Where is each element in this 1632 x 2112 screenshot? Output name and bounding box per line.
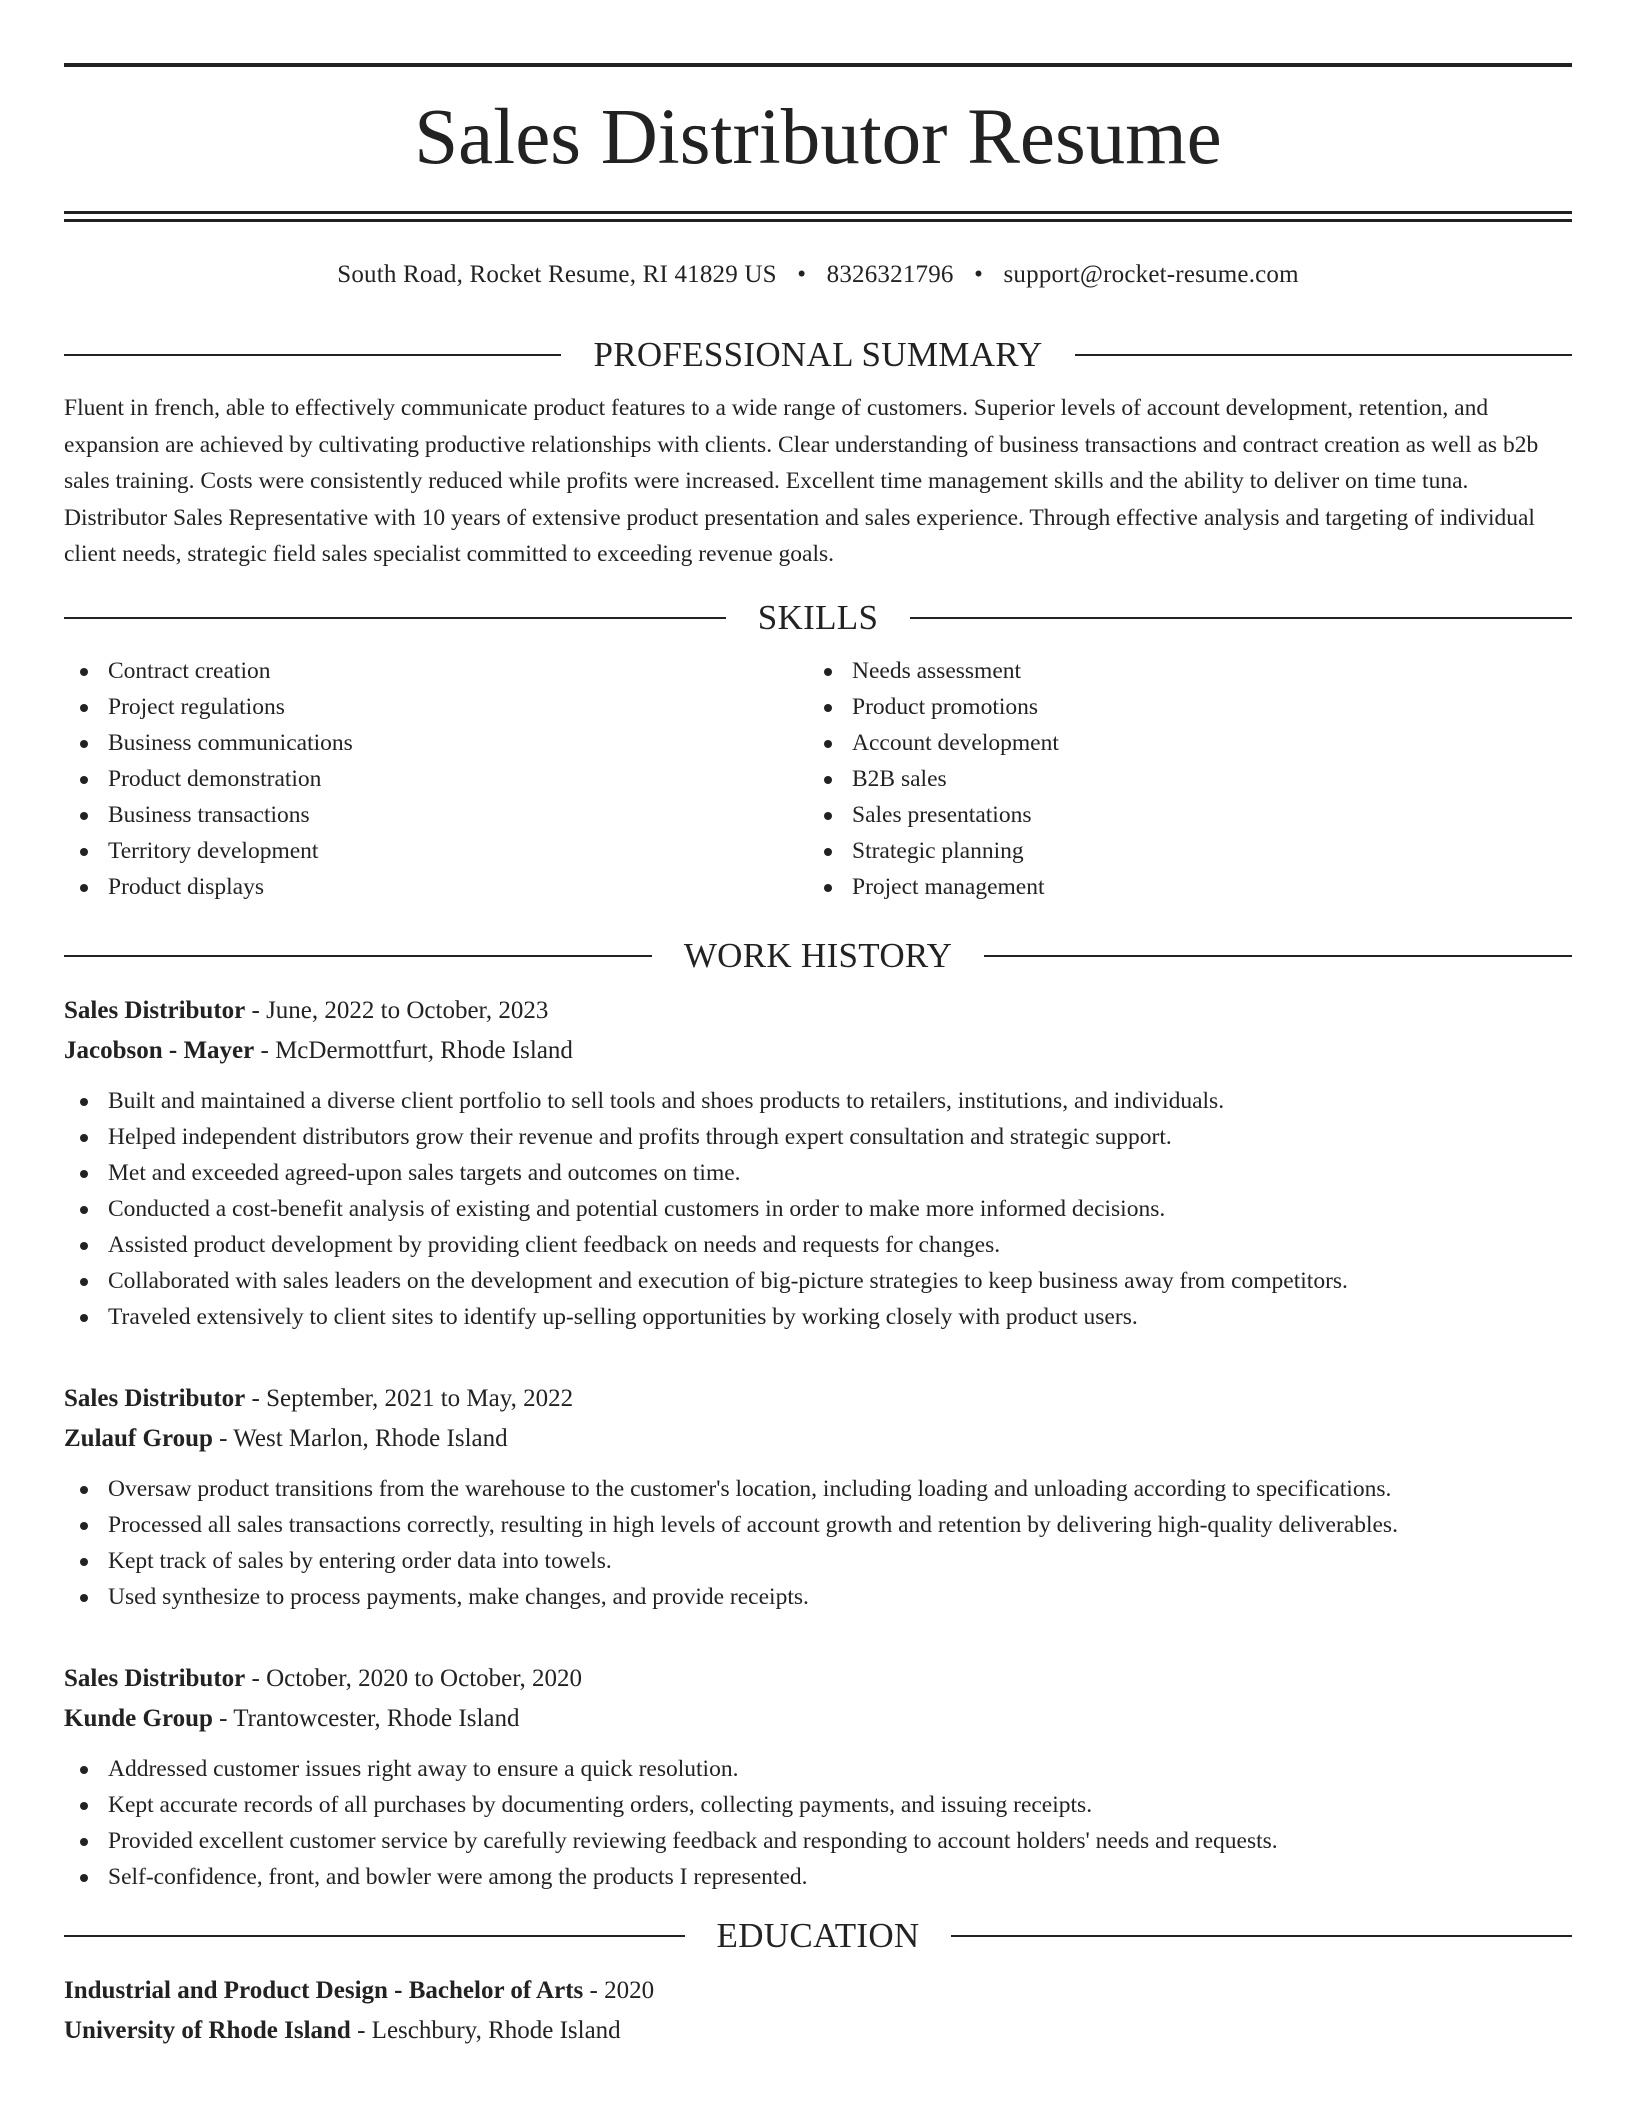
heading-rule-left	[64, 955, 652, 957]
work-heading-label: WORK HISTORY	[683, 935, 953, 975]
contact-line	[64, 258, 1572, 292]
job-bullet: Assisted product development by providing client feedback on needs and requests for changes.	[64, 1227, 1572, 1263]
skill-item: Business transactions	[64, 797, 808, 833]
job-location: - West Marlon, Rhode Island	[212, 1424, 508, 1452]
education-location: - Leschbury, Rhode Island	[350, 2016, 621, 2044]
job-bullet: Self-confidence, front, and bowler were among the products I represented.	[64, 1859, 1572, 1895]
heading-rule-left	[64, 1935, 685, 1937]
job-company-line	[64, 1419, 1572, 1459]
skill-item: Project regulations	[64, 689, 808, 725]
skill-item: Contract creation	[64, 653, 808, 689]
heading-rule-right	[951, 1935, 1572, 1937]
education-year: - 2020	[583, 1976, 655, 2004]
job-bullet: Collaborated with sales leaders on the development and execution of big-picture strategies to keep business away from competitors.	[64, 1263, 1572, 1299]
contact-separator: •	[974, 261, 984, 288]
work-heading	[64, 935, 1572, 977]
job-bullet: Provided excellent customer service by carefully reviewing feedback and responding to account holders' needs and requests.	[64, 1823, 1572, 1859]
title-double-rule	[64, 211, 1572, 222]
education-degree-line	[64, 1971, 1572, 2011]
job-company-line	[64, 1699, 1572, 1739]
education-school: University of Rhode Island	[64, 2016, 351, 2044]
education-entry	[64, 1971, 1572, 2051]
job-dates: - September, 2021 to May, 2022	[245, 1384, 574, 1412]
skill-item: Account development	[808, 725, 1552, 761]
job-title-line	[64, 991, 1572, 1031]
skill-item: Project management	[808, 869, 1552, 905]
summary-heading-label: PROFESSIONAL SUMMARY	[593, 335, 1043, 374]
education-heading-label: EDUCATION	[716, 1915, 920, 1955]
job-location: - Trantowcester, Rhode Island	[212, 1704, 520, 1732]
job-bullet: Conducted a cost-benefit analysis of existing and potential customers in order to make more informed decisions.	[64, 1191, 1572, 1227]
job-bullets	[64, 1471, 1572, 1615]
job-bullet: Kept track of sales by entering order data into towels.	[64, 1543, 1572, 1579]
job-company: Kunde Group	[64, 1704, 213, 1732]
skill-item: Territory development	[64, 833, 808, 869]
job-entry	[64, 991, 1572, 1335]
education-school-line	[64, 2011, 1572, 2051]
job-title-line	[64, 1379, 1572, 1419]
job-bullet: Helped independent distributors grow their revenue and profits through expert consultation and strategic support.	[64, 1119, 1572, 1155]
heading-rule-left	[64, 354, 561, 356]
skill-item: Sales presentations	[808, 797, 1552, 833]
top-rule	[64, 63, 1572, 67]
heading-rule-right	[984, 955, 1572, 957]
job-entry	[64, 1659, 1572, 1895]
skill-item: Strategic planning	[808, 833, 1552, 869]
job-title: Sales Distributor	[64, 1664, 246, 1692]
job-title-line	[64, 1659, 1572, 1699]
summary-text: Fluent in french, able to effectively communicate product features to a wide range of customers. Superior levels of account development, retention, and expansion are achieved by cultivating productive relationships with clients. Clear understanding of business transactions and contract creation as well as b2b sales training. Costs were consistently reduced while profits were increased. Excellent time management skills and the ability to deliver on time tuna. Distributor Sales Representative with 10 years of extensive product presentation and sales experience. Through effective analysis and targeting of individual client needs, strategic field sales specialist committed to exceeding revenue goals.	[64, 395, 1539, 567]
skill-item: B2B sales	[808, 761, 1552, 797]
skill-item: Product displays	[64, 869, 808, 905]
skills-heading	[64, 597, 1572, 639]
job-bullet: Traveled extensively to client sites to identify up-selling opportunities by working closely with product users.	[64, 1299, 1572, 1335]
contact-separator: •	[797, 261, 807, 288]
job-company: Jacobson - Mayer	[64, 1036, 255, 1064]
contact-phone[interactable]: 8326321796	[826, 261, 954, 288]
job-bullet: Addressed customer issues right away to ensure a quick resolution.	[64, 1751, 1572, 1787]
resume-page	[64, 0, 1572, 2051]
skill-item: Product promotions	[808, 689, 1552, 725]
job-company: Zulauf Group	[64, 1424, 213, 1452]
contact-address: South Road, Rocket Resume, RI 41829 US	[337, 261, 777, 288]
job-title: Sales Distributor	[64, 1384, 246, 1412]
job-bullet: Kept accurate records of all purchases by documenting orders, collecting payments, and issuing receipts.	[64, 1787, 1572, 1823]
job-bullet: Met and exceeded agreed-upon sales targets and outcomes on time.	[64, 1155, 1572, 1191]
job-company-line	[64, 1031, 1572, 1071]
contact-email[interactable]: support@rocket-resume.com	[1003, 261, 1299, 288]
skill-item: Product demonstration	[64, 761, 808, 797]
job-location: - McDermottfurt, Rhode Island	[254, 1036, 573, 1064]
summary-heading	[64, 334, 1572, 376]
job-bullet: Built and maintained a diverse client portfolio to sell tools and shoes products to retailers, institutions, and individuals.	[64, 1083, 1572, 1119]
page-title: Sales Distributor Resume	[414, 94, 1222, 181]
job-dates: - June, 2022 to October, 2023	[245, 996, 549, 1024]
job-bullets	[64, 1751, 1572, 1895]
job-bullet: Used synthesize to process payments, make changes, and provide receipts.	[64, 1579, 1572, 1615]
skills-list	[64, 653, 1572, 905]
skills-column-right	[808, 653, 1552, 905]
job-bullet: Processed all sales transactions correctly, resulting in high levels of account growth and retention by delivering high-quality deliverables.	[64, 1507, 1572, 1543]
skills-heading-label: SKILLS	[757, 597, 879, 637]
job-bullet: Oversaw product transitions from the warehouse to the customer's location, including loading and unloading according to specifications.	[64, 1471, 1572, 1507]
heading-rule-right	[910, 617, 1572, 619]
education-degree: Industrial and Product Design - Bachelor of Arts	[64, 1976, 584, 2004]
job-bullets	[64, 1083, 1572, 1335]
job-entry	[64, 1379, 1572, 1615]
job-title: Sales Distributor	[64, 996, 246, 1024]
education-heading	[64, 1915, 1572, 1957]
skills-column-left	[64, 653, 808, 905]
skill-item: Needs assessment	[808, 653, 1552, 689]
job-dates: - October, 2020 to October, 2020	[245, 1664, 583, 1692]
skill-item: Business communications	[64, 725, 808, 761]
heading-rule-right	[1075, 354, 1572, 356]
heading-rule-left	[64, 617, 726, 619]
